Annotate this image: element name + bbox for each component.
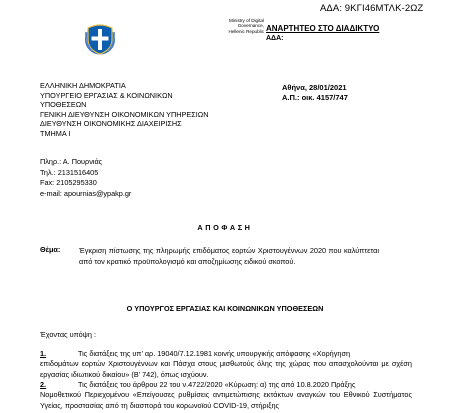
protocol-number: Α.Π.: οικ. 4157/747 (282, 92, 348, 102)
subject-text: Έγκριση πίστωσης της πληρωμής επιδόματος εορτών Χριστουγέννων 2020 που καλύπτεται από τον κρατικό προϋπολογισμό και αποζημίωσης ειδικού σκοπού. (79, 246, 379, 267)
header-line: ΤΜΗΜΑ Ι (40, 128, 71, 138)
document-date: Αθήνα, 28/01/2021 (282, 83, 347, 92)
contact-phone: Τηλ.: 2131516405 (40, 167, 99, 177)
item-continuation: επιδομάτων εορτών Χριστουγέννων και Πάσχα στους μισθωτούς όλης της χώρας που απασχολούνται με σχέση εργασίας ιδιωτικού δικαίου» (Β’ 742), όπως ισχύουν. (40, 359, 412, 379)
decision-title: ΑΠΟΦΑΣΗ (197, 223, 253, 232)
posted-online-label: ΑΝΑΡΤΗΤΕΟ ΣΤΟ ΔΙΑΔΙΚΤΥΟ (266, 24, 380, 33)
issuing-authority (40, 81, 270, 138)
ada-label: ΑΔΑ: (266, 35, 284, 42)
item-continuation: Νομοθετικού Περιεχομένου «Επείγουσες ρυθμίσεις αντιμετώπισης εκτάκτων αναγκών του Εθνικού Συστήματος Υγείας, προστασίας από τη διασπορά του κορωνοϊού COVID-19, στήριξης (40, 390, 412, 410)
subject-label: Θέμα: (40, 245, 61, 254)
contact-info (40, 157, 131, 199)
date-protocol (282, 83, 348, 102)
digital-signature-stamp (206, 18, 264, 34)
contact-fax: Fax: 2105295330 (40, 178, 97, 188)
header-line: ΓΕΝΙΚΗ ΔΙΕΥΘΥΝΣΗ ΟΙΚΟΝΟΜΙΚΩΝ ΥΠΗΡΕΣΙΩΝ (40, 109, 209, 119)
header-line: ΔΙΕΥΘΥΝΣΗ ΟΙΚΟΝΟΜΙΚΗΣ ΔΙΑΧΕΙΡΙΣΗΣ (40, 119, 182, 128)
item-number: 1. (40, 349, 47, 358)
ada-code: ΑΔΑ: 9ΚΓΙ46ΜΤΛΚ-2ΩΖ (320, 3, 424, 14)
item-number: 2. (40, 380, 47, 389)
signature-line: Ministry of Digital (229, 18, 264, 23)
contact-email: e-mail: apournias@ypakp.gr (40, 188, 132, 198)
header-line: ΕΛΛΗΝΙΚΗ ΔΗΜΟΚΡΑΤΙΑ (40, 81, 126, 90)
item-first-line: Τις διατάξεις του άρθρου 22 του ν.4722/2020 «Κύρωση: α) της από 10.8.2020 Πράξης (78, 380, 356, 389)
signature-line: Governance, (237, 23, 264, 29)
contact-person: Πληρ.: Α. Πουρνιάς (40, 157, 103, 166)
signature-line: Hellenic Republic (228, 28, 264, 34)
having-regard-label: Έχοντας υπόψη : (40, 330, 97, 339)
header-line: ΥΠΟΘΕΣΕΩΝ (40, 100, 87, 109)
header-line: ΥΠΟΥΡΓΕΙΟ ΕΡΓΑΣΙΑΣ & ΚΟΙΝΩΝΙΚΩΝ (40, 90, 173, 100)
item-first-line: Τις διατάξεις της υπ’ αρ. 19040/7.12.1981 κοινής υπουργικής απόφασης «Χορήγηση (78, 349, 351, 358)
minister-heading: Ο ΥΠΟΥΡΓΟΣ ΕΡΓΑΣΙΑΣ ΚΑΙ ΚΟΙΝΩΝΙΚΩΝ ΥΠΟΘΕΣΕΩΝ (126, 304, 324, 313)
greek-coat-of-arms-icon (84, 23, 116, 55)
